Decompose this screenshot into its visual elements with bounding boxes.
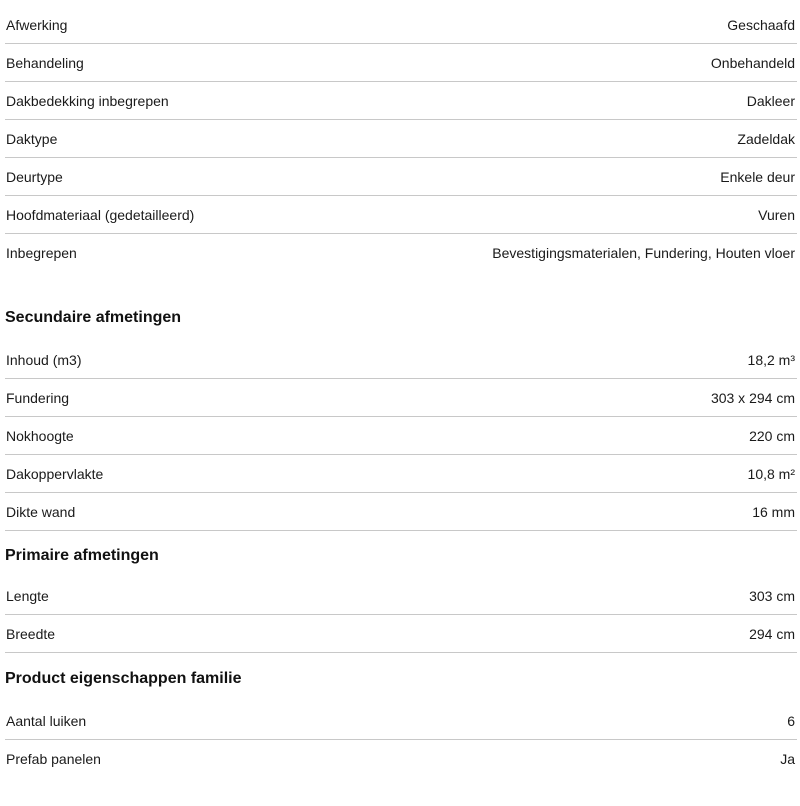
spec-row-dakoppervlakte [5,455,797,493]
spec-row-afwerking [5,6,797,44]
product-specifications [5,6,797,778]
secondary-dimensions-section [5,341,797,531]
spec-label: Breedte [6,625,56,642]
section-heading-secundaire-afmetingen: Secundaire afmetingen [5,309,182,326]
spec-value: Zadeldak [737,130,795,147]
spec-value: 16 mm [752,503,795,520]
spec-value: 303 cm [749,587,795,604]
spec-value: Dakleer [746,92,795,109]
spec-row-breedte [5,615,797,653]
spec-row-behandeling [5,44,797,82]
spec-label: Fundering [6,389,70,406]
spec-label: Daktype [6,130,58,147]
spec-label: Deurtype [6,168,63,185]
spec-value: Onbehandeld [710,54,795,71]
spec-value: 220 cm [749,427,795,444]
spec-row-dikte-wand [5,493,797,531]
spec-label: Afwerking [6,16,68,33]
spec-label: Dakoppervlakte [6,465,104,482]
spec-row-dakbedekking [5,82,797,120]
spec-value: Enkele deur [720,168,795,185]
spec-row-daktype [5,120,797,158]
spec-value: 294 cm [749,625,795,642]
spec-label: Inhoud (m3) [6,351,82,368]
spec-value: 10,8 m² [747,465,795,482]
spec-row-nokhoogte [5,417,797,455]
product-family-section [5,702,797,778]
section-heading-primaire-afmetingen: Primaire afmetingen [5,547,159,564]
general-specs-section [5,6,797,272]
spec-row-deurtype [5,158,797,196]
spec-value: Ja [780,751,795,767]
spec-row-prefab-panelen [5,740,797,778]
spec-row-aantal-luiken [5,702,797,740]
spec-value: 6 [787,712,795,729]
spec-value: Vuren [758,206,795,223]
spec-value: 18,2 m³ [747,351,795,368]
spec-label: Aantal luiken [6,712,87,729]
section-heading-product-eigenschappen-familie: Product eigenschappen familie [5,670,242,687]
spec-label: Behandeling [6,54,84,71]
spec-label: Dakbedekking inbegrepen [6,92,169,109]
spec-label: Nokhoogte [6,427,74,444]
spec-value: Geschaafd [727,16,795,33]
spec-label: Hoofdmateriaal (gedetailleerd) [6,206,195,223]
spec-label: Lengte [6,587,49,604]
spec-label: Inbegrepen [6,245,77,261]
spec-row-hoofdmateriaal [5,196,797,234]
spec-row-lengte [5,577,797,615]
spec-row-fundering [5,379,797,417]
spec-label: Dikte wand [6,503,76,520]
spec-row-inhoud [5,341,797,379]
spec-value: 303 x 294 cm [710,389,795,406]
spec-value: Bevestigingsmaterialen, Fundering, Houten vloer [492,245,795,261]
spec-row-inbegrepen [5,234,797,272]
primary-dimensions-section [5,577,797,653]
spec-label: Prefab panelen [6,751,101,767]
